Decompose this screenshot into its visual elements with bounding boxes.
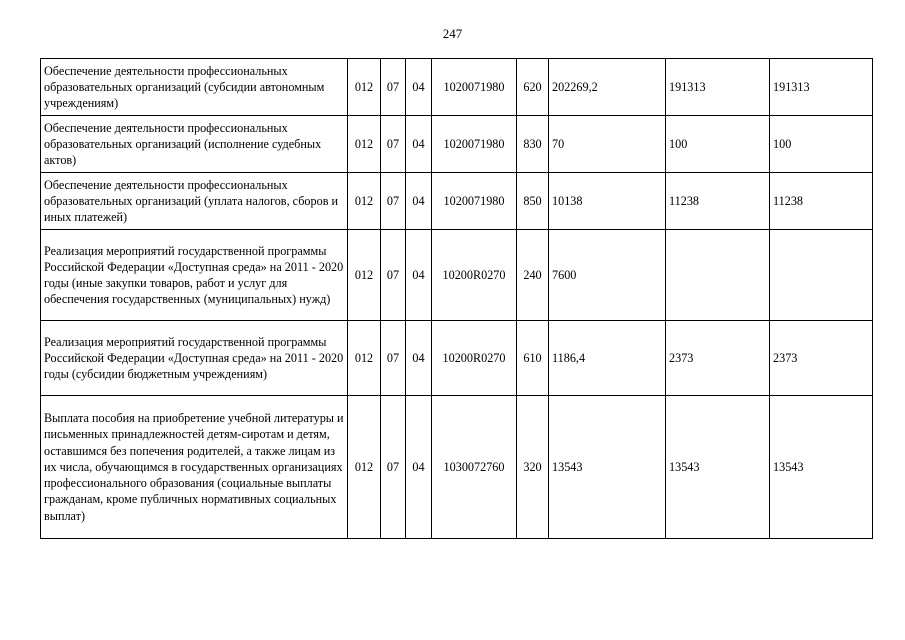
table-row	[41, 230, 873, 321]
amount-year-2: 2373	[666, 321, 770, 396]
row-description: Обеспечение деятельности профессиональных образовательных организаций (субсидии автономным учреждениям)	[41, 59, 348, 116]
subsection-code: 04	[406, 116, 432, 173]
row-description: Выплата пособия на приобретение учебной литературы и письменных принадлежностей детям-сиротам и детям, оставшимся без попечения родителей, а также лицам из их числа, обучающимся в государственных организациях профессионального образования (социальные выплаты гражданам, кроме публичных нормативных социальных выплат)	[41, 396, 348, 539]
amount-year-1: 10138	[549, 173, 666, 230]
subsection-code: 04	[406, 59, 432, 116]
section-code: 07	[381, 230, 406, 321]
section-code: 07	[381, 396, 406, 539]
budget-table	[40, 58, 873, 539]
amount-year-3: 191313	[770, 59, 873, 116]
amount-year-2: 191313	[666, 59, 770, 116]
amount-year-1: 1186,4	[549, 321, 666, 396]
ministry-code: 012	[348, 59, 381, 116]
ministry-code: 012	[348, 230, 381, 321]
target-article-code: 1020071980	[432, 116, 517, 173]
table-row	[41, 321, 873, 396]
row-description: Обеспечение деятельности профессиональных образовательных организаций (исполнение судебных актов)	[41, 116, 348, 173]
expense-type-code: 610	[517, 321, 549, 396]
section-code: 07	[381, 59, 406, 116]
subsection-code: 04	[406, 230, 432, 321]
row-description: Реализация мероприятий государственной программы Российской Федерации «Доступная среда» на 2011 - 2020 годы (иные закупки товаров, работ и услуг для обеспечения государственных (муниципальных) нужд)	[41, 230, 348, 321]
section-code: 07	[381, 321, 406, 396]
target-article-code: 10200R0270	[432, 230, 517, 321]
amount-year-2: 13543	[666, 396, 770, 539]
amount-year-3: 100	[770, 116, 873, 173]
subsection-code: 04	[406, 173, 432, 230]
amount-year-3: 13543	[770, 396, 873, 539]
expense-type-code: 320	[517, 396, 549, 539]
amount-year-3: 11238	[770, 173, 873, 230]
amount-year-2	[666, 230, 770, 321]
page-number: 247	[442, 26, 463, 41]
table-row	[41, 396, 873, 539]
table-row	[41, 116, 873, 173]
expense-type-code: 620	[517, 59, 549, 116]
amount-year-3	[770, 230, 873, 321]
ministry-code: 012	[348, 116, 381, 173]
target-article-code: 1020071980	[432, 59, 517, 116]
subsection-code: 04	[406, 396, 432, 539]
target-article-code: 1020071980	[432, 173, 517, 230]
row-description: Реализация мероприятий государственной программы Российской Федерации «Доступная среда» на 2011 - 2020 годы (субсидии бюджетным учреждениям)	[41, 321, 348, 396]
table-row	[41, 59, 873, 116]
section-code: 07	[381, 116, 406, 173]
amount-year-1: 7600	[549, 230, 666, 321]
ministry-code: 012	[348, 173, 381, 230]
section-code: 07	[381, 173, 406, 230]
expense-type-code: 830	[517, 116, 549, 173]
expense-type-code: 240	[517, 230, 549, 321]
expense-type-code: 850	[517, 173, 549, 230]
amount-year-3: 2373	[770, 321, 873, 396]
amount-year-1: 202269,2	[549, 59, 666, 116]
amount-year-1: 13543	[549, 396, 666, 539]
target-article-code: 10200R0270	[432, 321, 517, 396]
subsection-code: 04	[406, 321, 432, 396]
ministry-code: 012	[348, 321, 381, 396]
row-description: Обеспечение деятельности профессиональных образовательных организаций (уплата налогов, сборов и иных платежей)	[41, 173, 348, 230]
target-article-code: 1030072760	[432, 396, 517, 539]
ministry-code: 012	[348, 396, 381, 539]
amount-year-1: 70	[549, 116, 666, 173]
table-row	[41, 173, 873, 230]
amount-year-2: 100	[666, 116, 770, 173]
amount-year-2: 11238	[666, 173, 770, 230]
